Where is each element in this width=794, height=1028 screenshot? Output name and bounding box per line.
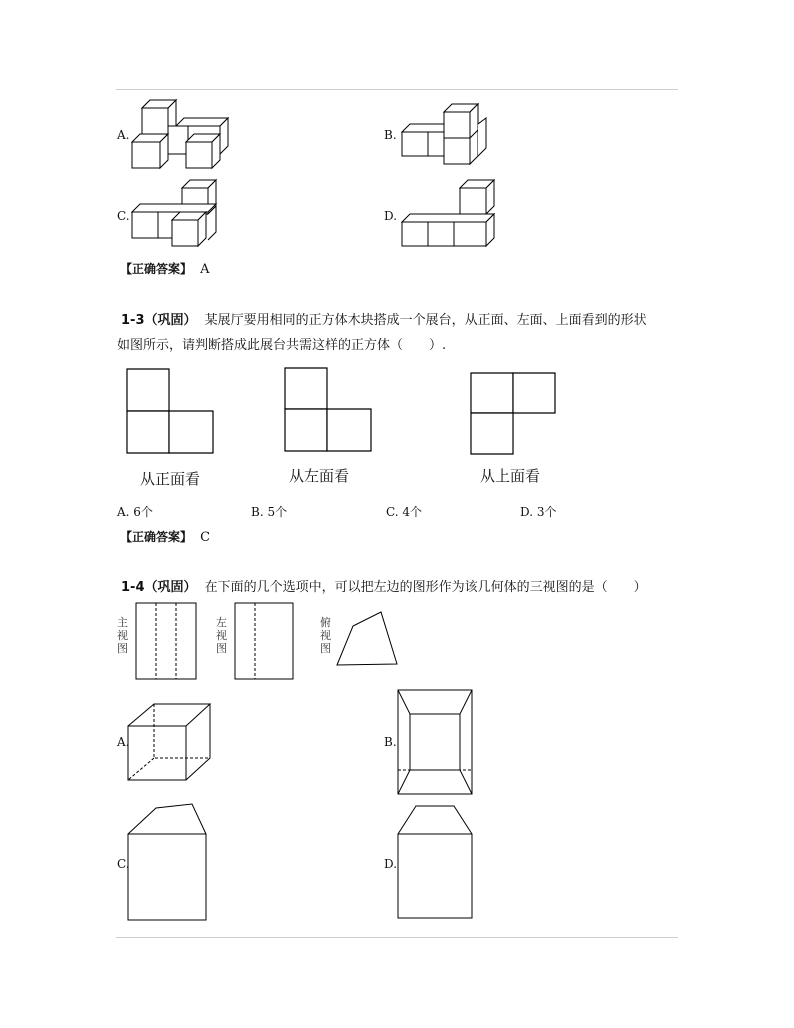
answer-value: A <box>200 262 210 277</box>
q3-top-view-caption: 从上面看 <box>480 467 541 485</box>
answer-label: 【正确答案】 <box>120 530 193 544</box>
q2-option-d-figure <box>398 180 503 250</box>
top-rule <box>116 89 678 90</box>
q3-front-view-caption: 从正面看 <box>140 470 201 488</box>
q4-option-b-letter: B. <box>384 735 397 749</box>
q3-choice-b[interactable]: B. 5个 <box>251 505 288 519</box>
q4-option-c-figure <box>126 802 210 924</box>
q4-option-d-letter: D. <box>384 857 398 871</box>
q2-answer <box>120 261 210 278</box>
question-text: 在下面的几个选项中，可以把左边的图形作为该几何体的三视图的是（ ） <box>204 580 647 595</box>
q4-option-b-figure <box>396 688 476 798</box>
q2-option-a-letter: A. <box>117 128 130 142</box>
q4-top-view-label: 俯 视 图 <box>320 616 331 655</box>
answer-label: 【正确答案】 <box>120 262 193 276</box>
q3-choice-d[interactable]: D. 3个 <box>520 505 557 519</box>
question-text: 某展厅要用相同的正方体木块搭成一个展台，从正面、左面、上面看到的形状 <box>204 313 647 328</box>
q3-top-view <box>470 372 560 456</box>
answer-value: C <box>200 530 211 545</box>
question-tag: （巩固） <box>144 580 197 595</box>
q4-option-d-figure <box>396 804 476 922</box>
q2-option-b-figure <box>398 104 493 166</box>
q4-main-view-label: 主 视 图 <box>117 616 128 655</box>
q3-left-view-caption: 从左面看 <box>289 467 350 485</box>
q3-stem-line1 <box>121 313 647 329</box>
q2-option-b-letter: B. <box>384 128 397 142</box>
q4-main-view <box>135 602 199 682</box>
q2-option-a-figure <box>128 100 238 170</box>
q4-top-view <box>335 610 401 668</box>
question-tag: （巩固） <box>144 313 197 328</box>
q3-front-view <box>126 368 216 454</box>
bottom-rule <box>116 937 678 938</box>
question-number: 1-4 <box>121 580 145 595</box>
q2-option-c-figure <box>128 180 223 250</box>
q2-option-d-letter: D. <box>384 209 398 223</box>
q3-left-view <box>284 367 374 453</box>
q4-option-a-figure <box>126 702 216 784</box>
q4-left-view-label: 左 视 图 <box>216 616 227 655</box>
question-number: 1-3 <box>121 313 145 328</box>
q4-option-a-letter: A. <box>117 735 130 749</box>
q4-option-c-letter: C. <box>117 857 130 871</box>
q3-answer <box>120 529 210 546</box>
q2-option-c-letter: C. <box>117 209 130 223</box>
q3-choice-c[interactable]: C. 4个 <box>386 505 423 519</box>
q3-choice-a[interactable]: A. 6个 <box>117 505 153 519</box>
q3-stem-line2: 如图所示，请判断搭成此展台共需这样的正方体（ ）. <box>117 338 447 353</box>
q4-left-view <box>234 602 298 682</box>
q4-stem <box>121 580 647 596</box>
